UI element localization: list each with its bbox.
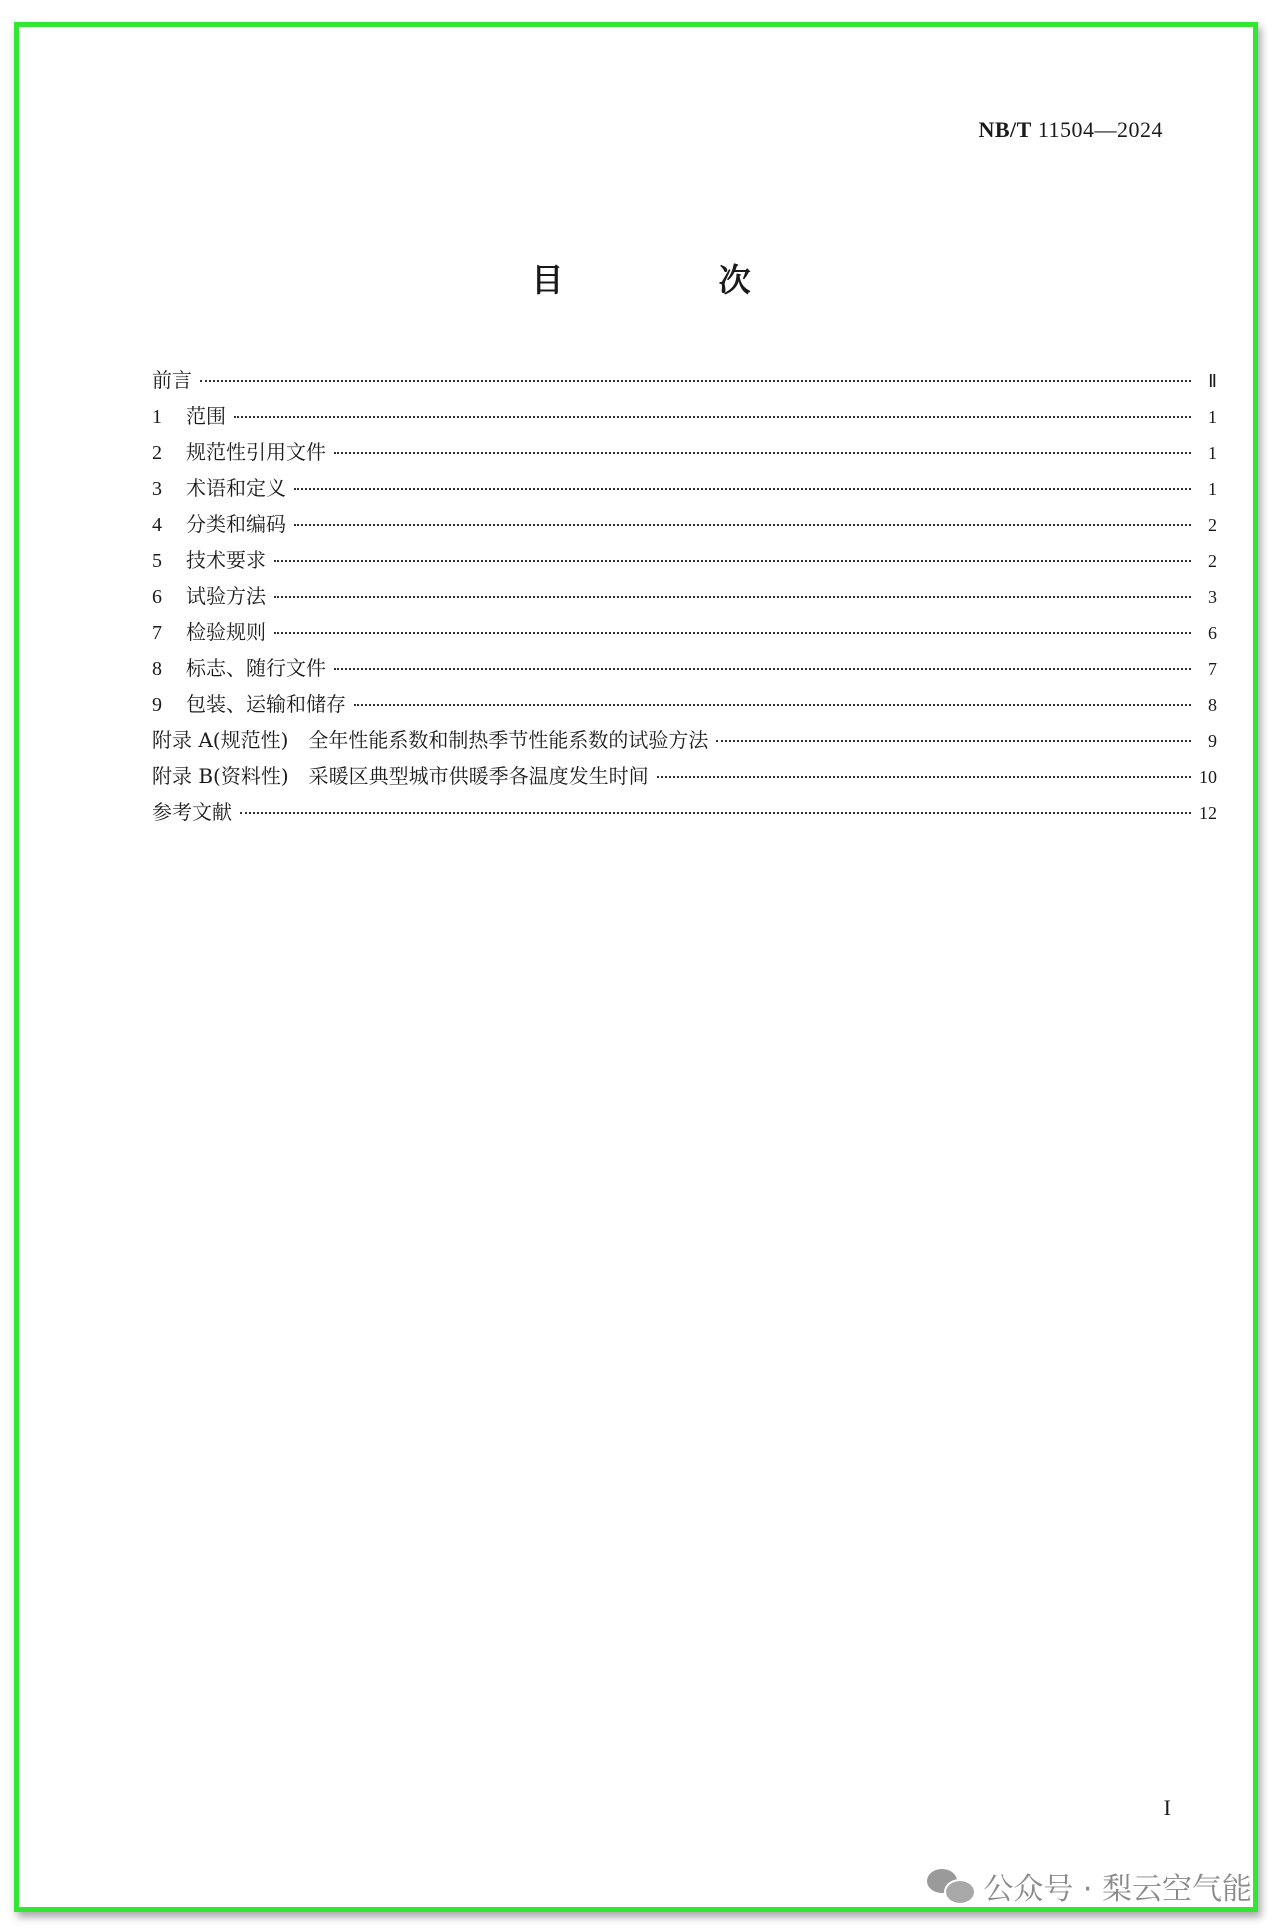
- toc-entry-page: 2: [1208, 515, 1217, 535]
- watermark-text: 公众号 · 梨云空气能: [983, 1872, 1252, 1907]
- dot-leader: [234, 416, 1191, 418]
- toc-entry-number: 6: [152, 586, 162, 608]
- toc-entry-1[interactable]: [152, 400, 1217, 436]
- toc-entry-number: 8: [152, 658, 162, 680]
- dot-leader: [716, 740, 1191, 742]
- toc-entry-number: 3: [152, 478, 162, 500]
- dot-leader: [334, 668, 1191, 670]
- toc-entry-text: 术语和定义: [186, 476, 286, 500]
- toc-entry-text: 检验规则: [186, 620, 266, 644]
- toc-entry-7[interactable]: [152, 616, 1217, 652]
- wechat-icon: [927, 1869, 973, 1903]
- dot-leader: [294, 488, 1191, 490]
- toc-entry-text: 附录 A(规范性) 全年性能系数和制热季节性能系数的试验方法: [152, 728, 709, 752]
- toc-entry-number: 5: [152, 550, 162, 572]
- dot-leader: [274, 560, 1191, 562]
- toc-entry-page: 3: [1208, 587, 1217, 607]
- toc-entry-number: 4: [152, 514, 162, 536]
- document-page: [14, 22, 1258, 1912]
- dot-leader: [657, 776, 1191, 778]
- table-of-contents: [152, 364, 1217, 832]
- toc-entry-text: 试验方法: [186, 584, 266, 608]
- dot-leader: [294, 524, 1191, 526]
- toc-entry-page: 1: [1208, 443, 1217, 463]
- page-title: 目 次: [531, 261, 823, 299]
- toc-entry-page: Ⅱ: [1208, 371, 1217, 391]
- toc-entry-references[interactable]: [152, 796, 1217, 832]
- toc-entry-9[interactable]: [152, 688, 1217, 724]
- dot-leader: [200, 380, 1191, 382]
- dot-leader: [274, 596, 1191, 598]
- toc-entry-page: 7: [1208, 659, 1217, 679]
- toc-entry-text: 规范性引用文件: [186, 440, 326, 464]
- standard-code-prefix: NB/T: [978, 117, 1032, 142]
- toc-entry-text: 范围: [186, 404, 226, 428]
- toc-entry-number: 1: [152, 406, 162, 428]
- dot-leader: [334, 452, 1191, 454]
- toc-entry-8[interactable]: [152, 652, 1217, 688]
- toc-entry-text: 前言: [152, 368, 192, 392]
- toc-entry-page: 1: [1208, 407, 1217, 427]
- toc-entry-page: 6: [1208, 623, 1217, 643]
- toc-entry-page: 2: [1208, 551, 1217, 571]
- toc-entry-page: 1: [1208, 479, 1217, 499]
- standard-code-number: 11504—2024: [1037, 117, 1163, 142]
- toc-entry-4[interactable]: [152, 508, 1217, 544]
- toc-entry-text: 分类和编码: [186, 512, 286, 536]
- page-number: I: [1163, 1795, 1171, 1820]
- toc-entry-5[interactable]: [152, 544, 1217, 580]
- toc-entry-text: 标志、随行文件: [186, 656, 326, 680]
- standard-code: [978, 117, 1163, 143]
- toc-entry-appendix-b[interactable]: [152, 760, 1217, 796]
- toc-entry-foreword[interactable]: [152, 364, 1217, 400]
- dot-leader: [354, 704, 1191, 706]
- toc-entry-page: 10: [1199, 767, 1217, 787]
- toc-entry-page: 9: [1208, 731, 1217, 751]
- toc-entry-3[interactable]: [152, 472, 1217, 508]
- toc-entry-text: 附录 B(资料性) 采暖区典型城市供暖季各温度发生时间: [152, 764, 649, 788]
- toc-entry-number: 9: [152, 694, 162, 716]
- toc-entry-2[interactable]: [152, 436, 1217, 472]
- toc-entry-number: 7: [152, 622, 162, 644]
- toc-entry-6[interactable]: [152, 580, 1217, 616]
- dot-leader: [274, 632, 1191, 634]
- toc-entry-text: 包装、运输和储存: [186, 692, 346, 716]
- watermark: [927, 1864, 1252, 1908]
- toc-entry-page: 12: [1199, 803, 1217, 823]
- toc-entry-text: 参考文献: [152, 800, 232, 824]
- toc-entry-number: 2: [152, 442, 162, 464]
- toc-entry-page: 8: [1208, 695, 1217, 715]
- toc-entry-text: 技术要求: [186, 548, 266, 572]
- dot-leader: [240, 812, 1191, 814]
- toc-entry-appendix-a[interactable]: [152, 724, 1217, 760]
